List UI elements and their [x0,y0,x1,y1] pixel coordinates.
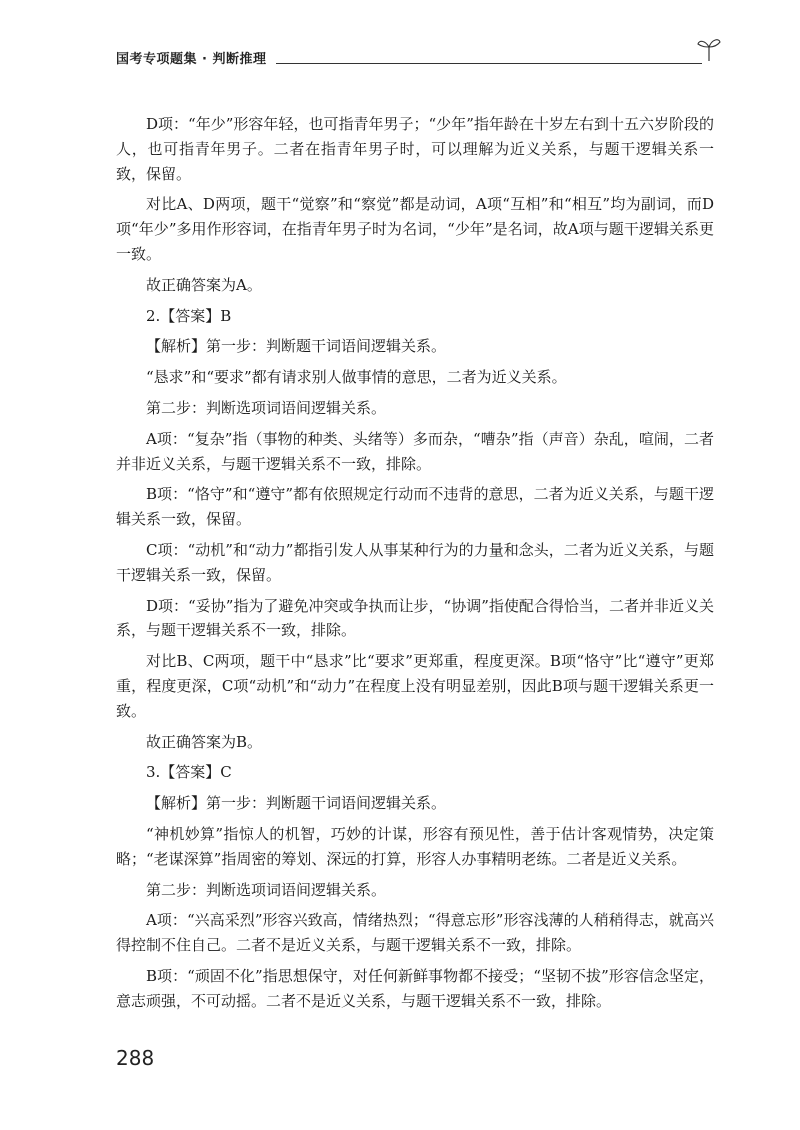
analysis-step: 【解析】第一步：判断题干词语间逻辑关系。 [146,337,447,356]
header-rule [276,63,702,64]
header-title: 国考专项题集 · 判断推理 [116,52,267,67]
page-body [116,112,714,1014]
option-analysis: D项：“妥协”指为了避免冲突或争执而让步，“协调”指使配合得恰当，二者并非近义关系，与题干逻辑关系不一致，排除。 [116,596,714,640]
paragraph: D项：“年少”形容年轻，也可指青年男子；“少年”指年龄在十岁左右到十五六岁阶段的人，也可指青年男子。二者在指青年男子时，可以理解为近义关系，与题干逻辑关系一致，保留。 [116,115,714,183]
paragraph: 故正确答案为B。 [146,732,263,751]
sprout-icon [696,36,722,62]
paragraph: 对比A、D两项，题干“觉察”和“察觉”都是动词，A项“互相”和“相互”均为副词，而D项“年少”多用作形容词，在指青年男子时为名词，“少年”是名词，故A项与题干逻辑关系更一致。 [116,195,714,263]
option-analysis: A项：“复杂”指（事物的种类、头绪等）多而杂，“嘈杂”指（声音）杂乱，喧闹，二者并非近义关系，与题干逻辑关系不一致，排除。 [116,429,714,473]
analysis-step: 第二步：判断选项词语间逻辑关系。 [146,880,387,899]
paragraph: 故正确答案为A。 [146,275,262,294]
paragraph: “神机妙算”指惊人的机智，巧妙的计谋，形容有预见性，善于估计客观情势，决定策略；“老谋深算”指周密的筹划、深远的打算，形容人办事精明老练。二者是近义关系。 [116,824,714,868]
paragraph: “恳求”和“要求”都有请求别人做事情的意思，二者为近义关系。 [146,368,567,387]
running-header [116,50,728,72]
analysis-step: 【解析】第一步：判断题干词语间逻辑关系。 [146,794,447,813]
answer-heading: 2.【答案】B [146,306,232,325]
option-analysis: C项：“动机”和“动力”都指引发人从事某种行为的力量和念头，二者为近义关系，与题干逻辑关系一致，保留。 [116,540,714,584]
analysis-step: 第二步：判断选项词语间逻辑关系。 [146,398,387,417]
page-number: 288 [116,1046,155,1070]
answer-heading: 3.【答案】C [146,763,232,782]
option-analysis: B项：“恪守”和“遵守”都有依照规定行动而不违背的意思，二者为近义关系，与题干逻辑关系一致，保留。 [116,485,714,529]
option-analysis: A项：“兴高采烈”形容兴致高，情绪热烈；“得意忘形”形容浅薄的人稍稍得志，就高兴得控制不住自己。二者不是近义关系，与题干逻辑关系不一致，排除。 [116,911,714,955]
paragraph: 对比B、C两项，题干中“恳求”比“要求”更郑重，程度更深。B项“恪守”比“遵守”更郑重，程度更深，C项“动机”和“动力”在程度上没有明显差别，因此B项与题干逻辑关系更一致。 [116,652,714,720]
option-analysis: B项：“顽固不化”指思想保守，对任何新鲜事物都不接受；“坚韧不拔”形容信念坚定，意志顽强，不可动摇。二者不是近义关系，与题干逻辑关系不一致，排除。 [116,966,714,1010]
